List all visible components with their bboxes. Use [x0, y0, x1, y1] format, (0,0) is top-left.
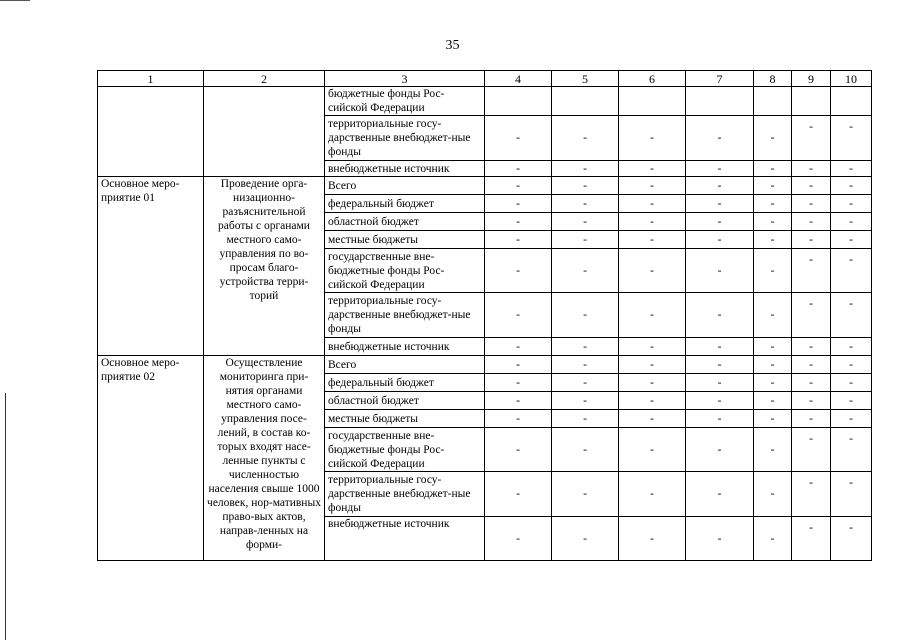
- value-cell: -: [686, 410, 754, 428]
- table-row: [98, 356, 872, 374]
- value-cell: -: [552, 428, 619, 472]
- value-cell: -: [552, 195, 619, 213]
- page-number: 35: [445, 38, 460, 53]
- value-cell: -: [754, 428, 792, 472]
- value-cell: -: [619, 231, 686, 249]
- value-cell: -: [686, 374, 754, 392]
- source-label: федеральный бюджет: [325, 374, 485, 392]
- value-cell: -: [552, 249, 619, 293]
- value-cell: [792, 87, 831, 116]
- source-label: бюджетные фонды Рос-сийской Федерации: [325, 87, 485, 116]
- value-cell: -: [485, 249, 552, 293]
- value-cell: -: [792, 249, 831, 293]
- value-cell: -: [619, 177, 686, 195]
- header-cell: 9: [792, 71, 831, 87]
- activity-description-empty: [204, 87, 325, 177]
- source-label: местные бюджеты: [325, 410, 485, 428]
- value-cell: -: [792, 392, 831, 410]
- header-cell: 2: [204, 71, 325, 87]
- value-cell: -: [485, 374, 552, 392]
- value-cell: -: [686, 161, 754, 177]
- value-cell: -: [754, 517, 792, 561]
- value-cell: -: [831, 195, 872, 213]
- value-cell: -: [831, 338, 872, 356]
- value-cell: -: [552, 338, 619, 356]
- value-cell: -: [619, 249, 686, 293]
- value-cell: -: [831, 116, 872, 161]
- header-cell: 8: [754, 71, 792, 87]
- source-label: областной бюджет: [325, 213, 485, 231]
- header-cell: 1: [98, 71, 204, 87]
- value-cell: -: [754, 116, 792, 161]
- value-cell: -: [831, 392, 872, 410]
- scan-corner-mark: [0, 0, 30, 1]
- value-cell: [754, 87, 792, 116]
- source-label: государственные вне-бюджетные фонды Рос-сийской Федерации: [325, 249, 485, 293]
- value-cell: -: [552, 410, 619, 428]
- header-cell: 5: [552, 71, 619, 87]
- value-cell: [619, 87, 686, 116]
- value-cell: -: [485, 213, 552, 231]
- value-cell: -: [792, 116, 831, 161]
- header-cell: 10: [831, 71, 872, 87]
- value-cell: -: [485, 161, 552, 177]
- value-cell: -: [485, 410, 552, 428]
- header-cell: 6: [619, 71, 686, 87]
- value-cell: -: [485, 392, 552, 410]
- value-cell: -: [485, 293, 552, 338]
- value-cell: -: [485, 517, 552, 561]
- value-cell: -: [792, 428, 831, 472]
- header-cell: 7: [686, 71, 754, 87]
- activity-name: Основное меро-приятие 02: [98, 356, 204, 561]
- source-label: местные бюджеты: [325, 231, 485, 249]
- value-cell: -: [686, 231, 754, 249]
- value-cell: [552, 87, 619, 116]
- value-cell: -: [552, 231, 619, 249]
- funding-table: [97, 70, 872, 561]
- source-label: государственные вне-бюджетные фонды Рос-сийской Федерации: [325, 428, 485, 472]
- value-cell: -: [831, 177, 872, 195]
- value-cell: -: [831, 472, 872, 517]
- value-cell: -: [686, 213, 754, 231]
- value-cell: -: [754, 410, 792, 428]
- value-cell: -: [792, 213, 831, 231]
- value-cell: -: [792, 161, 831, 177]
- value-cell: -: [754, 338, 792, 356]
- value-cell: -: [831, 213, 872, 231]
- header-cell: 4: [485, 71, 552, 87]
- value-cell: -: [792, 195, 831, 213]
- value-cell: -: [619, 517, 686, 561]
- activity-description: Проведение орга-низационно-разъяснительной работы с органами местного само-управления по во-просам благо-устройства терри-торий: [204, 177, 325, 356]
- value-cell: -: [754, 472, 792, 517]
- value-cell: [686, 87, 754, 116]
- value-cell: -: [792, 517, 831, 561]
- value-cell: -: [754, 161, 792, 177]
- source-label: территориальные госу-дарственные внебюджет-ные фонды: [325, 293, 485, 338]
- value-cell: -: [754, 293, 792, 338]
- value-cell: -: [754, 392, 792, 410]
- value-cell: -: [754, 249, 792, 293]
- value-cell: -: [619, 410, 686, 428]
- value-cell: -: [619, 293, 686, 338]
- value-cell: -: [686, 517, 754, 561]
- activity-name-empty: [98, 87, 204, 177]
- table-row: [98, 177, 872, 195]
- value-cell: -: [552, 374, 619, 392]
- source-label: Всего: [325, 177, 485, 195]
- value-cell: -: [754, 231, 792, 249]
- value-cell: -: [552, 177, 619, 195]
- value-cell: -: [792, 338, 831, 356]
- value-cell: -: [619, 213, 686, 231]
- header-row: [98, 71, 872, 87]
- value-cell: -: [619, 338, 686, 356]
- value-cell: -: [831, 428, 872, 472]
- value-cell: -: [792, 231, 831, 249]
- value-cell: -: [792, 472, 831, 517]
- value-cell: -: [754, 356, 792, 374]
- value-cell: -: [792, 356, 831, 374]
- table-row: [98, 87, 872, 116]
- value-cell: -: [552, 472, 619, 517]
- value-cell: -: [619, 392, 686, 410]
- value-cell: -: [792, 177, 831, 195]
- value-cell: -: [485, 338, 552, 356]
- value-cell: -: [619, 472, 686, 517]
- value-cell: -: [619, 161, 686, 177]
- value-cell: -: [485, 177, 552, 195]
- value-cell: -: [792, 293, 831, 338]
- header-cell: 3: [325, 71, 485, 87]
- value-cell: -: [754, 177, 792, 195]
- source-label: федеральный бюджет: [325, 195, 485, 213]
- value-cell: -: [686, 116, 754, 161]
- value-cell: -: [485, 231, 552, 249]
- value-cell: -: [686, 428, 754, 472]
- value-cell: -: [686, 472, 754, 517]
- value-cell: -: [686, 195, 754, 213]
- value-cell: -: [686, 249, 754, 293]
- value-cell: -: [831, 517, 872, 561]
- value-cell: -: [552, 517, 619, 561]
- value-cell: -: [792, 410, 831, 428]
- value-cell: -: [619, 374, 686, 392]
- source-label: внебюджетные источник: [325, 161, 485, 177]
- value-cell: -: [754, 374, 792, 392]
- value-cell: -: [552, 213, 619, 231]
- value-cell: -: [552, 356, 619, 374]
- value-cell: -: [831, 293, 872, 338]
- value-cell: -: [552, 293, 619, 338]
- value-cell: -: [686, 293, 754, 338]
- value-cell: -: [831, 161, 872, 177]
- value-cell: -: [485, 472, 552, 517]
- value-cell: -: [485, 116, 552, 161]
- value-cell: -: [831, 356, 872, 374]
- value-cell: -: [831, 249, 872, 293]
- value-cell: -: [831, 374, 872, 392]
- value-cell: -: [792, 374, 831, 392]
- value-cell: -: [686, 338, 754, 356]
- value-cell: -: [754, 195, 792, 213]
- source-label: внебюджетные источник: [325, 517, 485, 561]
- value-cell: -: [552, 161, 619, 177]
- value-cell: -: [485, 356, 552, 374]
- value-cell: -: [686, 392, 754, 410]
- value-cell: -: [831, 410, 872, 428]
- value-cell: -: [831, 231, 872, 249]
- source-label: территориальные госу-дарственные внебюджет-ные фонды: [325, 472, 485, 517]
- scan-margin-line: [5, 393, 6, 640]
- source-label: территориальные госу-дарственные внебюджет-ные фонды: [325, 116, 485, 161]
- value-cell: -: [619, 428, 686, 472]
- activity-name: Основное меро-приятие 01: [98, 177, 204, 356]
- value-cell: -: [552, 392, 619, 410]
- value-cell: -: [619, 356, 686, 374]
- value-cell: -: [686, 356, 754, 374]
- value-cell: -: [686, 177, 754, 195]
- source-label: Всего: [325, 356, 485, 374]
- value-cell: -: [485, 195, 552, 213]
- value-cell: [485, 87, 552, 116]
- value-cell: -: [552, 116, 619, 161]
- value-cell: -: [619, 116, 686, 161]
- value-cell: -: [754, 213, 792, 231]
- source-label: внебюджетные источник: [325, 338, 485, 356]
- value-cell: -: [485, 428, 552, 472]
- value-cell: -: [619, 195, 686, 213]
- value-cell: [831, 87, 872, 116]
- source-label: областной бюджет: [325, 392, 485, 410]
- activity-description: Осуществление мониторинга при-нятия органами местного само-управления посе-лений, в состав ко-торых входят насе-ленные пункты с численностью населения свыше 1000 человек, нор-мативных право-вых актов, направ-ленных на форми-: [204, 356, 325, 561]
